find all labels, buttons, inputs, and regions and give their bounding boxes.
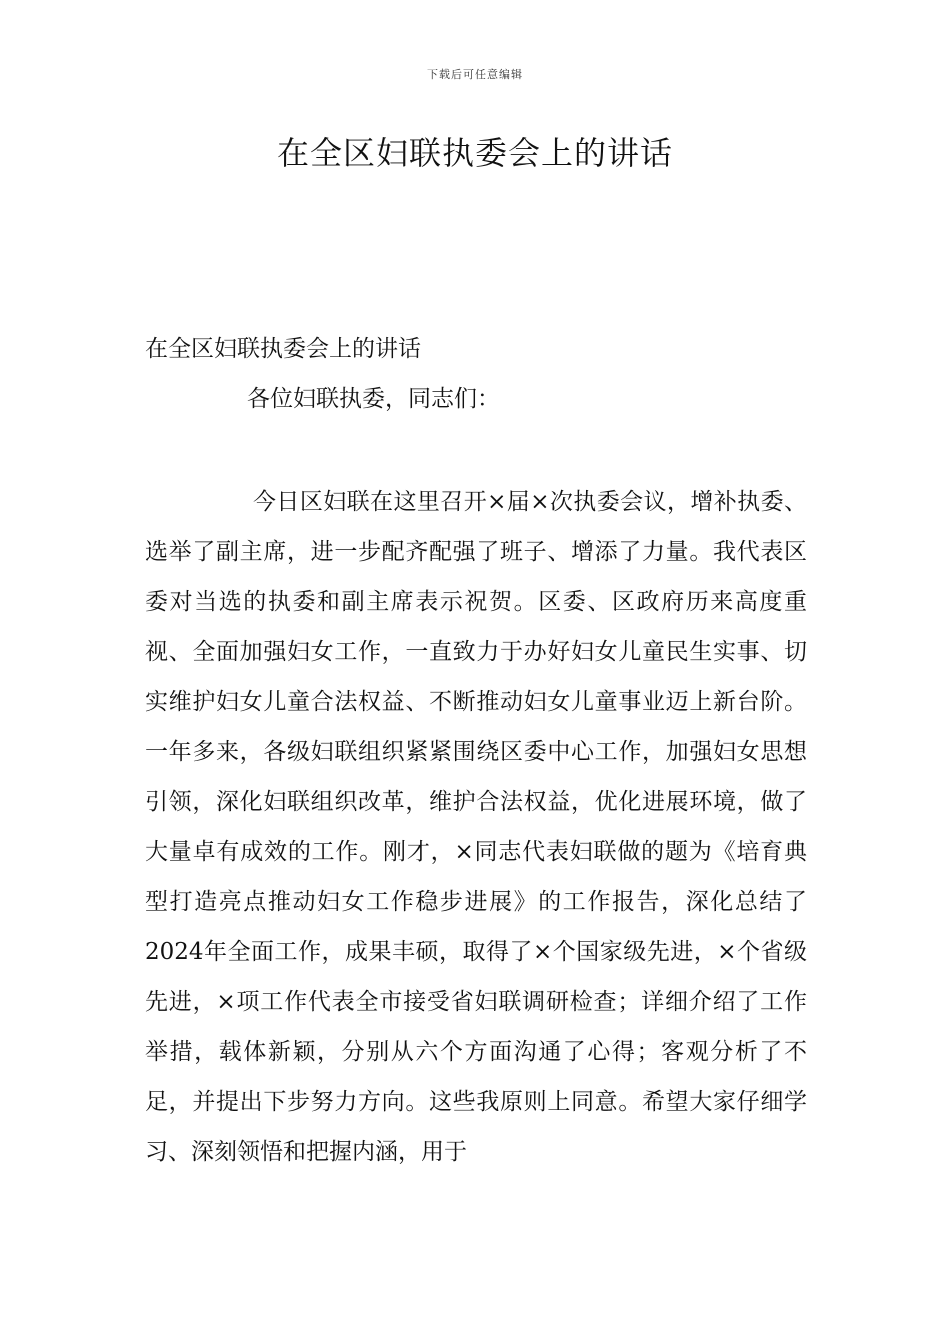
- body-paragraph: 今日区妇联在这里召开×届×次执委会议，增补执委、选举了副主席，进一步配齐配强了班子、增添了力量。我代表区委对当选的执委和副主席表示祝贺。区委、区政府历来高度重视、全面加强妇女工作，一直致力于办好妇女儿童民生实事、切实维护妇女儿童合法权益、不断推动妇女儿童事业迈上新台阶。一年多来，各级妇联组织紧紧围绕区委中心工作，加强妇女思想引领，深化妇联组织改革，维护合法权益，优化进展环境，做了大量卓有成效的工作。刚才，×同志代表妇联做的题为《培育典型打造亮点推动妇女工作稳步进展》的工作报告，深化总结了2024年全面工作，成果丰硕，取得了×个国家级先进，×个省级先进，×项工作代表全市接受省妇联调研检查；详细介绍了工作举措，载体新颖，分别从六个方面沟通了心得；客观分析了不足，并提出下步努力方向。这些我原则上同意。希望大家仔细学习、深刻领悟和把握内涵，用于: [145, 489, 807, 1165]
- salutation: 各位妇联执委，同志们：: [247, 386, 500, 412]
- header-note: 下载后可任意编辑: [427, 68, 523, 81]
- document-subtitle: 在全区妇联执委会上的讲话: [145, 336, 421, 362]
- page-title: 在全区妇联执委会上的讲话: [276, 134, 673, 172]
